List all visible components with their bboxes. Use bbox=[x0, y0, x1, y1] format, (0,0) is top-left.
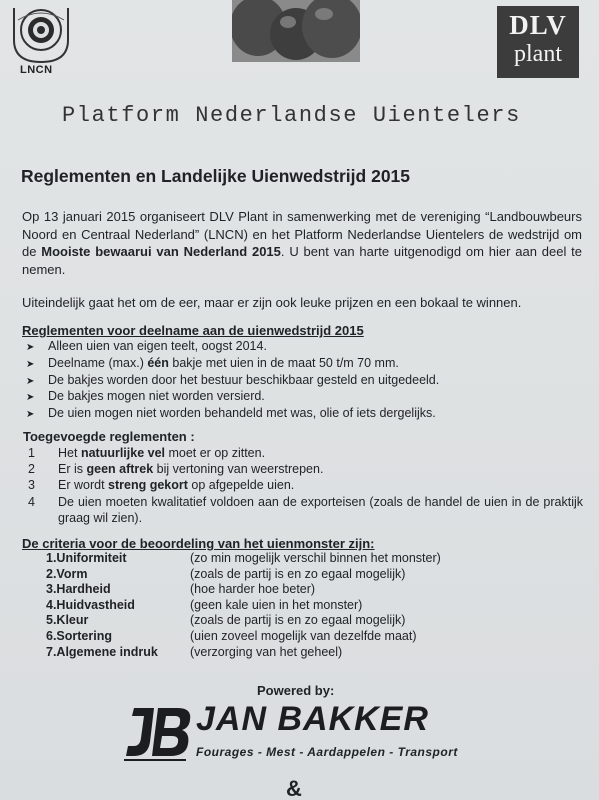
criteria-list bbox=[46, 551, 441, 660]
criterion-description: (hoe harder hoe beter) bbox=[190, 582, 316, 597]
criteria-row bbox=[46, 551, 441, 567]
criterion-description: (zo min mogelijk verschil binnen het monster) bbox=[190, 551, 441, 565]
participation-rules-list bbox=[26, 339, 439, 423]
list-item-text: De uien mogen niet worden behandeld met was, olie of iets dergelijks. bbox=[48, 406, 436, 421]
section-heading-criteria: De criteria voor de beoordeling van het uienmonster zijn: bbox=[22, 536, 375, 551]
arrow-bullet-icon: ➤ bbox=[26, 392, 35, 404]
criteria-row bbox=[46, 645, 441, 661]
list-item-number: 4 bbox=[28, 494, 35, 509]
criterion-name: 6.Sortering bbox=[46, 628, 112, 643]
section-heading-participation-rules: Reglementen voor deelname aan de uienwedstrijd 2015 bbox=[22, 323, 364, 338]
platform-title: Platform Nederlandse Uientelers bbox=[62, 103, 521, 128]
list-item-text: moet er op zitten. bbox=[165, 446, 266, 460]
onion-photo bbox=[232, 0, 360, 62]
list-item bbox=[26, 356, 439, 373]
criteria-row bbox=[46, 629, 441, 645]
criterion-description: (verzorging van het geheel) bbox=[190, 644, 343, 659]
criterion-name: 1.Uniformiteit bbox=[46, 551, 127, 565]
criteria-row bbox=[46, 613, 441, 629]
list-item-bold: streng gekort bbox=[108, 478, 188, 493]
dlv-logo-line2: plant bbox=[514, 41, 562, 67]
list-item-text: Deelname (max.) bbox=[48, 355, 148, 370]
list-item-text: De uien moeten kwalitatief voldoen aan de exporteisen (zoals de handel de uien in de praktijk graag wil zien). bbox=[58, 494, 583, 525]
list-item-bold: geen aftrek bbox=[86, 462, 154, 477]
criterion-name: 5.Kleur bbox=[46, 613, 89, 628]
list-item-text: bakje met uien in de maat 50 t/m 70 mm. bbox=[168, 355, 399, 370]
list-item-bold: één bbox=[147, 355, 169, 370]
list-item-text: Het bbox=[58, 446, 81, 460]
list-item bbox=[28, 445, 583, 461]
criteria-row bbox=[46, 598, 441, 614]
list-item bbox=[26, 339, 439, 356]
list-item bbox=[28, 477, 583, 493]
list-item-text: Alleen uien van eigen teelt, oogst 2014. bbox=[48, 339, 267, 353]
criterion-name: 2.Vorm bbox=[46, 566, 88, 581]
section-heading-added-rules: Toegevoegde reglementen : bbox=[23, 429, 195, 444]
intro-contest-name: Mooiste bewaarui van Nederland 2015 bbox=[41, 244, 281, 259]
list-item-text: Er wordt bbox=[58, 478, 109, 493]
arrow-bullet-icon: ➤ bbox=[26, 375, 35, 387]
intro-paragraph bbox=[22, 208, 582, 278]
list-item bbox=[26, 389, 439, 406]
list-item-text: Er is bbox=[58, 462, 87, 477]
list-item-number: 3 bbox=[28, 478, 35, 493]
criterion-description: (uien zoveel mogelijk van dezelfde maat) bbox=[190, 628, 417, 643]
list-item-text: De bakjes mogen niet worden versierd. bbox=[48, 389, 265, 404]
intro-text-part1: Op 13 januari 2015 organiseert DLV Plant in samenwerking met de vereniging “Landbouwbeurs Noord en Centraal Nederland” (LNCN) en het Platform Nederlandse Uientelers de wedstrijd om de bbox=[22, 209, 582, 259]
lncn-logo-text: LNCN bbox=[20, 64, 53, 76]
dlv-logo-line1: DLV bbox=[509, 10, 567, 40]
criteria-row bbox=[46, 567, 441, 583]
powered-by-label: Powered by: bbox=[257, 683, 335, 698]
criterion-description: (zoals de partij is en zo egaal mogelijk) bbox=[190, 566, 406, 581]
criterion-description: (geen kale uien in het monster) bbox=[190, 597, 363, 612]
sponsor-name: JAN BAKKER bbox=[196, 700, 429, 738]
sponsor-tagline: Fourages - Mest - Aardappelen - Transport bbox=[196, 745, 458, 759]
list-item bbox=[28, 461, 583, 477]
criterion-name: 7.Algemene indruk bbox=[46, 644, 158, 659]
list-item bbox=[28, 494, 583, 526]
document-title: Reglementen en Landelijke Uienwedstrijd 2015 bbox=[21, 166, 411, 186]
list-item bbox=[26, 373, 439, 390]
list-item bbox=[26, 406, 439, 423]
list-item-text: De bakjes worden door het bestuur beschikbaar gesteld en uitgedeeld. bbox=[48, 372, 440, 387]
arrow-bullet-icon: ➤ bbox=[26, 342, 35, 353]
intro-text-part2: . U bent van harte uitgenodigd om hier aan deel te nemen. bbox=[22, 244, 583, 277]
dlv-plant-logo bbox=[497, 6, 579, 78]
criterion-description: (zoals de partij is en zo egaal mogelijk) bbox=[190, 613, 406, 628]
prizes-paragraph: Uiteindelijk gaat het om de eer, maar er zijn ook leuke prijzen en een bokaal te winnen. bbox=[22, 295, 522, 310]
list-item-number: 2 bbox=[28, 462, 35, 477]
list-item-text: bij vertoning van weerstrepen. bbox=[153, 462, 324, 477]
ampersand: & bbox=[286, 776, 302, 800]
list-item-number: 1 bbox=[28, 446, 35, 460]
criteria-row bbox=[46, 582, 441, 598]
arrow-bullet-icon: ➤ bbox=[26, 409, 35, 421]
criterion-name: 3.Hardheid bbox=[46, 582, 111, 597]
list-item-bold: natuurlijke vel bbox=[80, 446, 165, 460]
arrow-bullet-icon: ➤ bbox=[26, 358, 35, 370]
criterion-name: 4.Huidvastheid bbox=[46, 597, 135, 612]
list-item-text: op afgepelde uien. bbox=[187, 478, 295, 493]
added-rules-list bbox=[28, 445, 583, 526]
